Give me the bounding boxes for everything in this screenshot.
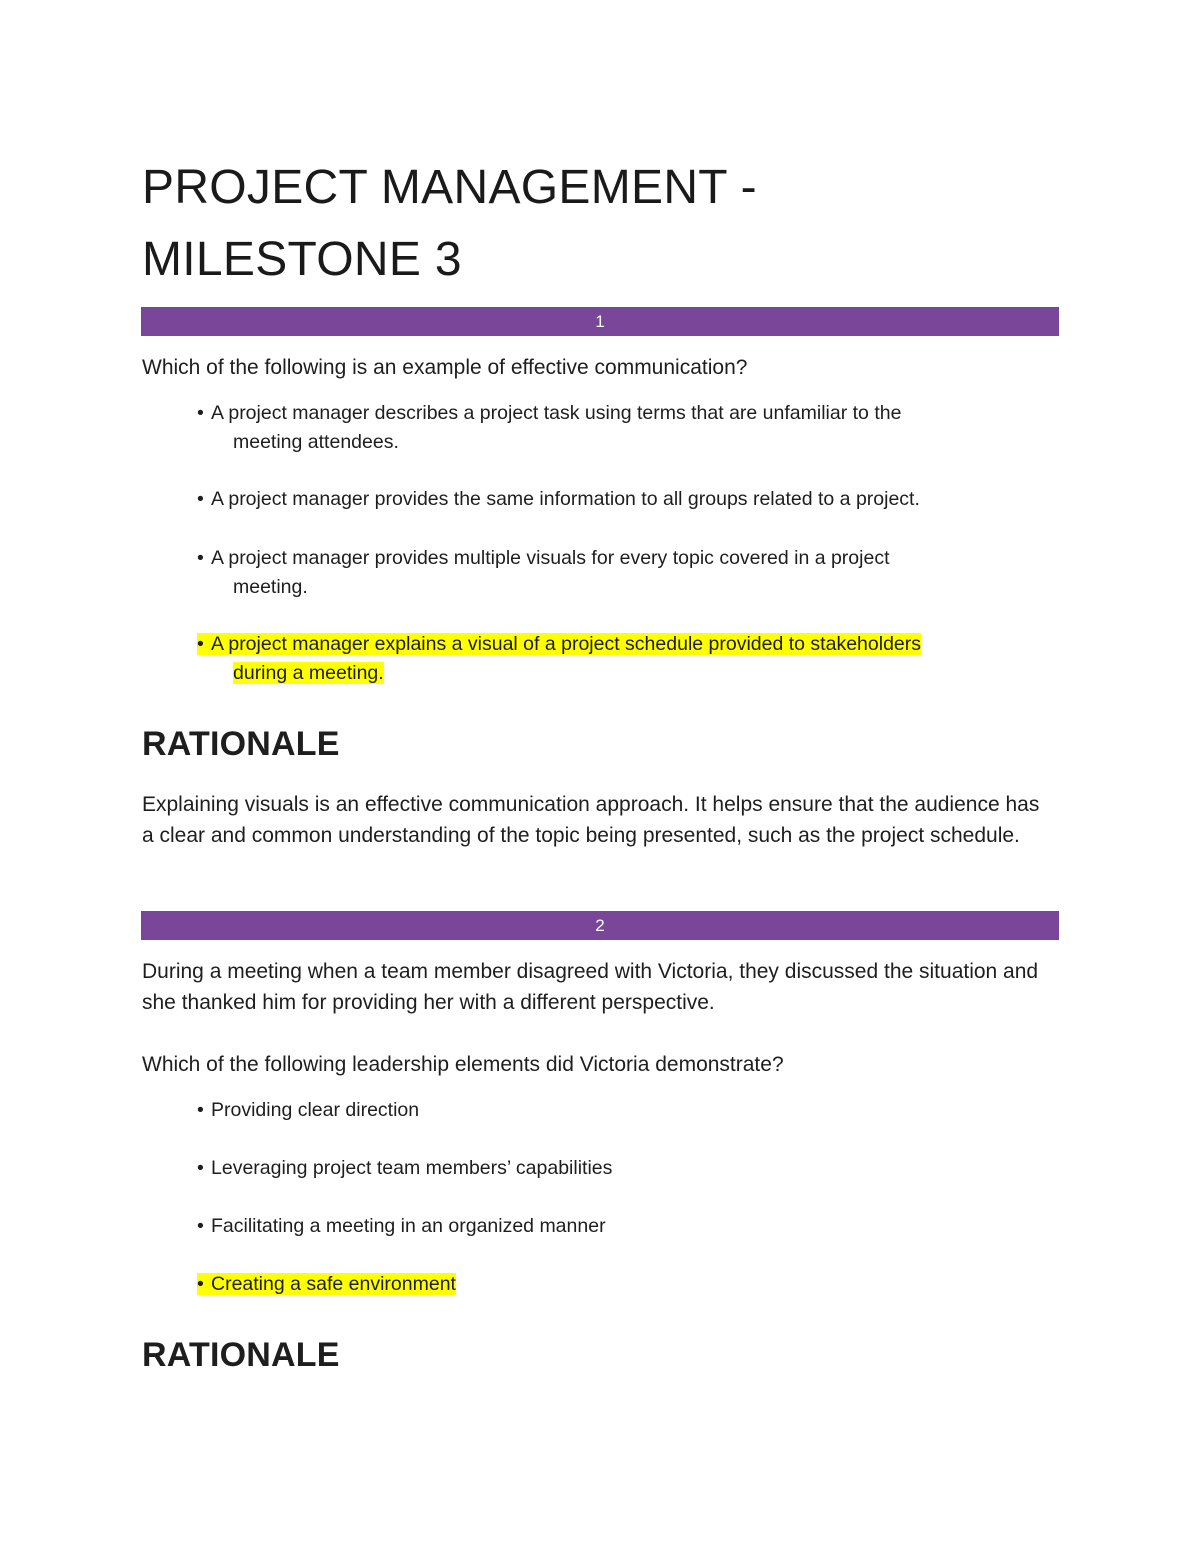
bullet-icon: • xyxy=(197,547,204,569)
bullet-icon: • xyxy=(197,633,204,655)
bullet-icon: • xyxy=(197,1273,204,1295)
question-text: Which of the following is an example of effective communication? xyxy=(142,356,748,379)
question-number: 2 xyxy=(595,916,605,935)
title-line-2: MILESTONE 3 xyxy=(142,233,462,286)
rationale-heading: RATIONALE xyxy=(142,1336,340,1374)
answer-option xyxy=(197,1154,1027,1183)
answer-option-line1: A project manager describes a project task using terms that are unfamiliar to the xyxy=(211,402,902,424)
rationale-heading: RATIONALE xyxy=(142,725,340,763)
answer-option-line1: A project manager provides multiple visuals for every topic covered in a project xyxy=(211,547,890,569)
document-title xyxy=(142,152,1042,296)
answer-option xyxy=(197,399,1027,457)
answer-option-line1: A project manager provides the same information to all groups related to a project. xyxy=(211,488,920,510)
correct-answer-option xyxy=(197,630,1027,688)
answer-option-line1: A project manager explains a visual of a project schedule provided to stakeholders xyxy=(211,633,921,655)
answer-option xyxy=(197,485,1027,514)
bullet-icon: • xyxy=(197,402,204,424)
answer-option xyxy=(197,1212,1027,1241)
question-text: Which of the following leadership elements did Victoria demonstrate? xyxy=(142,1053,784,1076)
answer-option xyxy=(197,544,1027,602)
question-scenario: During a meeting when a team member disagreed with Victoria, they discussed the situation and she thanked him for providing her with a different perspective. xyxy=(142,960,1039,1014)
title-line-1: PROJECT MANAGEMENT - xyxy=(142,161,757,214)
answer-option xyxy=(197,1096,1027,1125)
answer-option-line2: during a meeting. xyxy=(233,662,384,684)
bullet-icon: • xyxy=(197,1215,204,1237)
question-number-bar xyxy=(141,307,1059,336)
answer-option-text: Leveraging project team members’ capabilities xyxy=(211,1157,613,1179)
question-number: 1 xyxy=(595,312,605,331)
answer-option-text: Facilitating a meeting in an organized manner xyxy=(211,1215,606,1237)
rationale-text: Explaining visuals is an effective communication approach. It helps ensure that the audience has a clear and common understanding of the topic being presented, such as the project schedule. xyxy=(142,793,1040,847)
bullet-icon: • xyxy=(197,1099,204,1121)
bullet-icon: • xyxy=(197,488,204,510)
answer-option-line2: meeting. xyxy=(233,576,308,598)
answer-option-text: Creating a safe environment xyxy=(211,1273,456,1295)
answer-option-line2: meeting attendees. xyxy=(233,431,399,453)
bullet-icon: • xyxy=(197,1157,204,1179)
correct-answer-option xyxy=(197,1270,1027,1299)
answer-option-text: Providing clear direction xyxy=(211,1099,420,1121)
question-number-bar xyxy=(141,911,1059,940)
